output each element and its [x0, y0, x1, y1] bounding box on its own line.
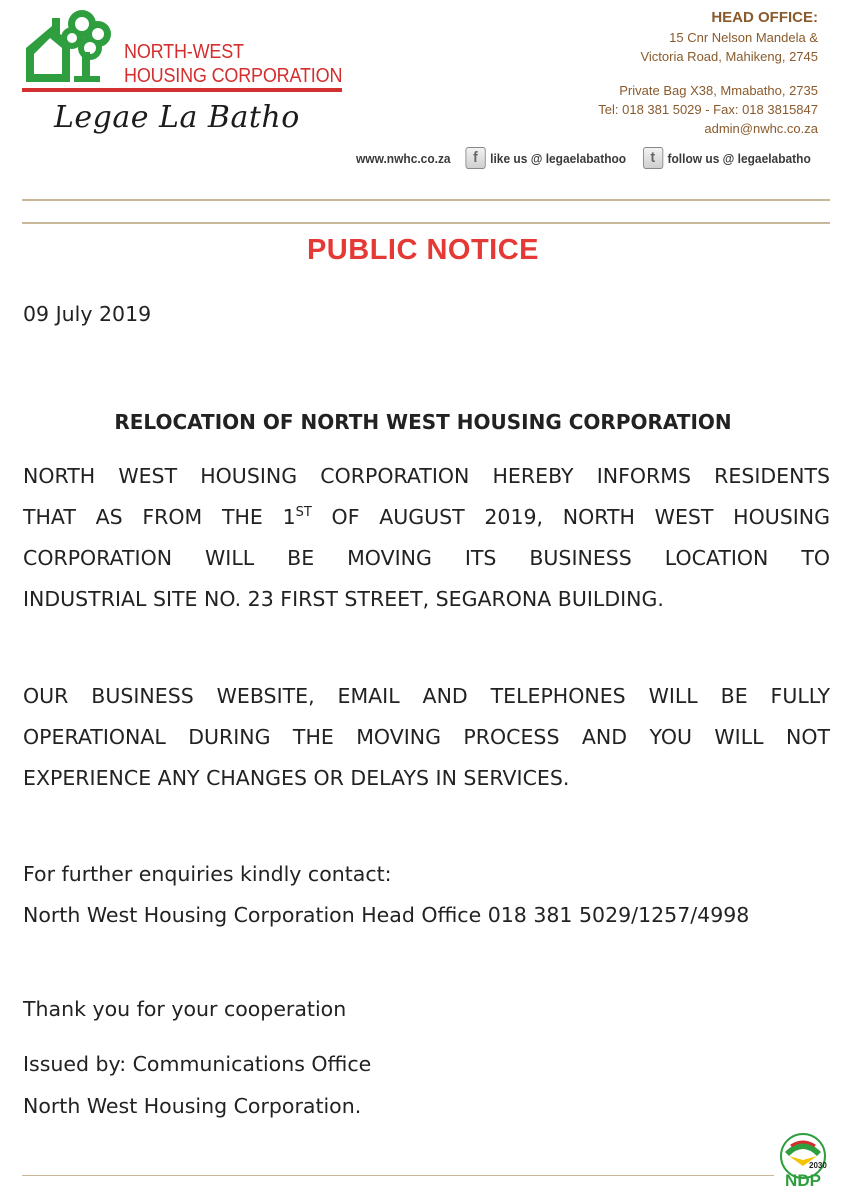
social-links-row [356, 145, 811, 171]
head-office-address-line-1: 15 Cnr Nelson Mandela & [669, 30, 818, 45]
facebook-link[interactable]: like us @ legaelabathoo [490, 150, 627, 166]
head-office-address-line-2: Victoria Road, Mahikeng, 2745 [640, 49, 818, 64]
paragraph-text: THAT AS FROM THE 1 [23, 505, 296, 529]
paragraph-line: EXPERIENCE ANY CHANGES OR DELAYS IN SERVICES. [23, 766, 570, 790]
twitter-icon: t [643, 147, 663, 169]
header-divider-top [22, 199, 830, 201]
relocation-paragraph [23, 456, 830, 620]
header-divider-bottom [22, 222, 830, 224]
paragraph-line: INDUSTRIAL SITE NO. 23 FIRST STREET, SEGARONA BUILDING. [23, 587, 664, 611]
paragraph-line [23, 497, 830, 538]
ndp-2030-logo-icon [779, 1132, 827, 1190]
org-name-line-2: HOUSING CORPORATION [124, 65, 343, 87]
footer-divider [22, 1175, 774, 1176]
notice-title: PUBLIC NOTICE [306, 234, 540, 266]
twitter-link[interactable]: follow us @ legaelabatho [667, 150, 811, 166]
slogan: Legae La Batho [54, 100, 300, 135]
paragraph-line: NORTH WEST HOUSING CORPORATION HEREBY INFORMS RESIDENTS [23, 464, 830, 488]
paragraph-text: OF AUGUST 2019, NORTH WEST HOUSING [311, 505, 830, 529]
website-link[interactable]: www.nwhc.co.za [356, 150, 451, 166]
services-paragraph [23, 676, 830, 799]
notice-date: 09 July 2019 [23, 302, 152, 326]
notice-subject: RELOCATION OF NORTH WEST HOUSING CORPORATION [114, 410, 732, 434]
ndp-year: 2030 [809, 1161, 827, 1170]
head-office-email: admin@nwhc.co.za [704, 121, 818, 136]
logo-underline [22, 88, 342, 92]
org-name-line-1: NORTH-WEST [124, 41, 244, 63]
paragraph-line: OPERATIONAL DURING THE MOVING PROCESS AND YOU WILL NOT [23, 725, 830, 749]
paragraph-line: CORPORATION WILL BE MOVING ITS BUSINESS LOCATION TO [23, 546, 830, 570]
nwhc-logo-icon [22, 4, 118, 86]
paragraph-line: OUR BUSINESS WEBSITE, EMAIL AND TELEPHONES WILL BE FULLY [23, 684, 830, 708]
ndp-text: NDP [785, 1171, 821, 1190]
issued-by: Issued by: Communications Office [23, 1052, 372, 1076]
facebook-icon: f [465, 147, 485, 169]
contact-intro: For further enquiries kindly contact: [23, 862, 392, 886]
contact-details: North West Housing Corporation Head Office 018 381 5029/1257/4998 [23, 903, 750, 927]
head-office-phone-fax: Tel: 018 381 5029 - Fax: 018 3815847 [598, 102, 818, 117]
issuer-organisation: North West Housing Corporation. [23, 1094, 362, 1118]
head-office-postal: Private Bag X38, Mmabatho, 2735 [619, 83, 818, 98]
ordinal-suffix: ST [295, 505, 312, 520]
head-office-title: HEAD OFFICE: [711, 9, 818, 26]
thanks-line: Thank you for your cooperation [23, 997, 347, 1021]
